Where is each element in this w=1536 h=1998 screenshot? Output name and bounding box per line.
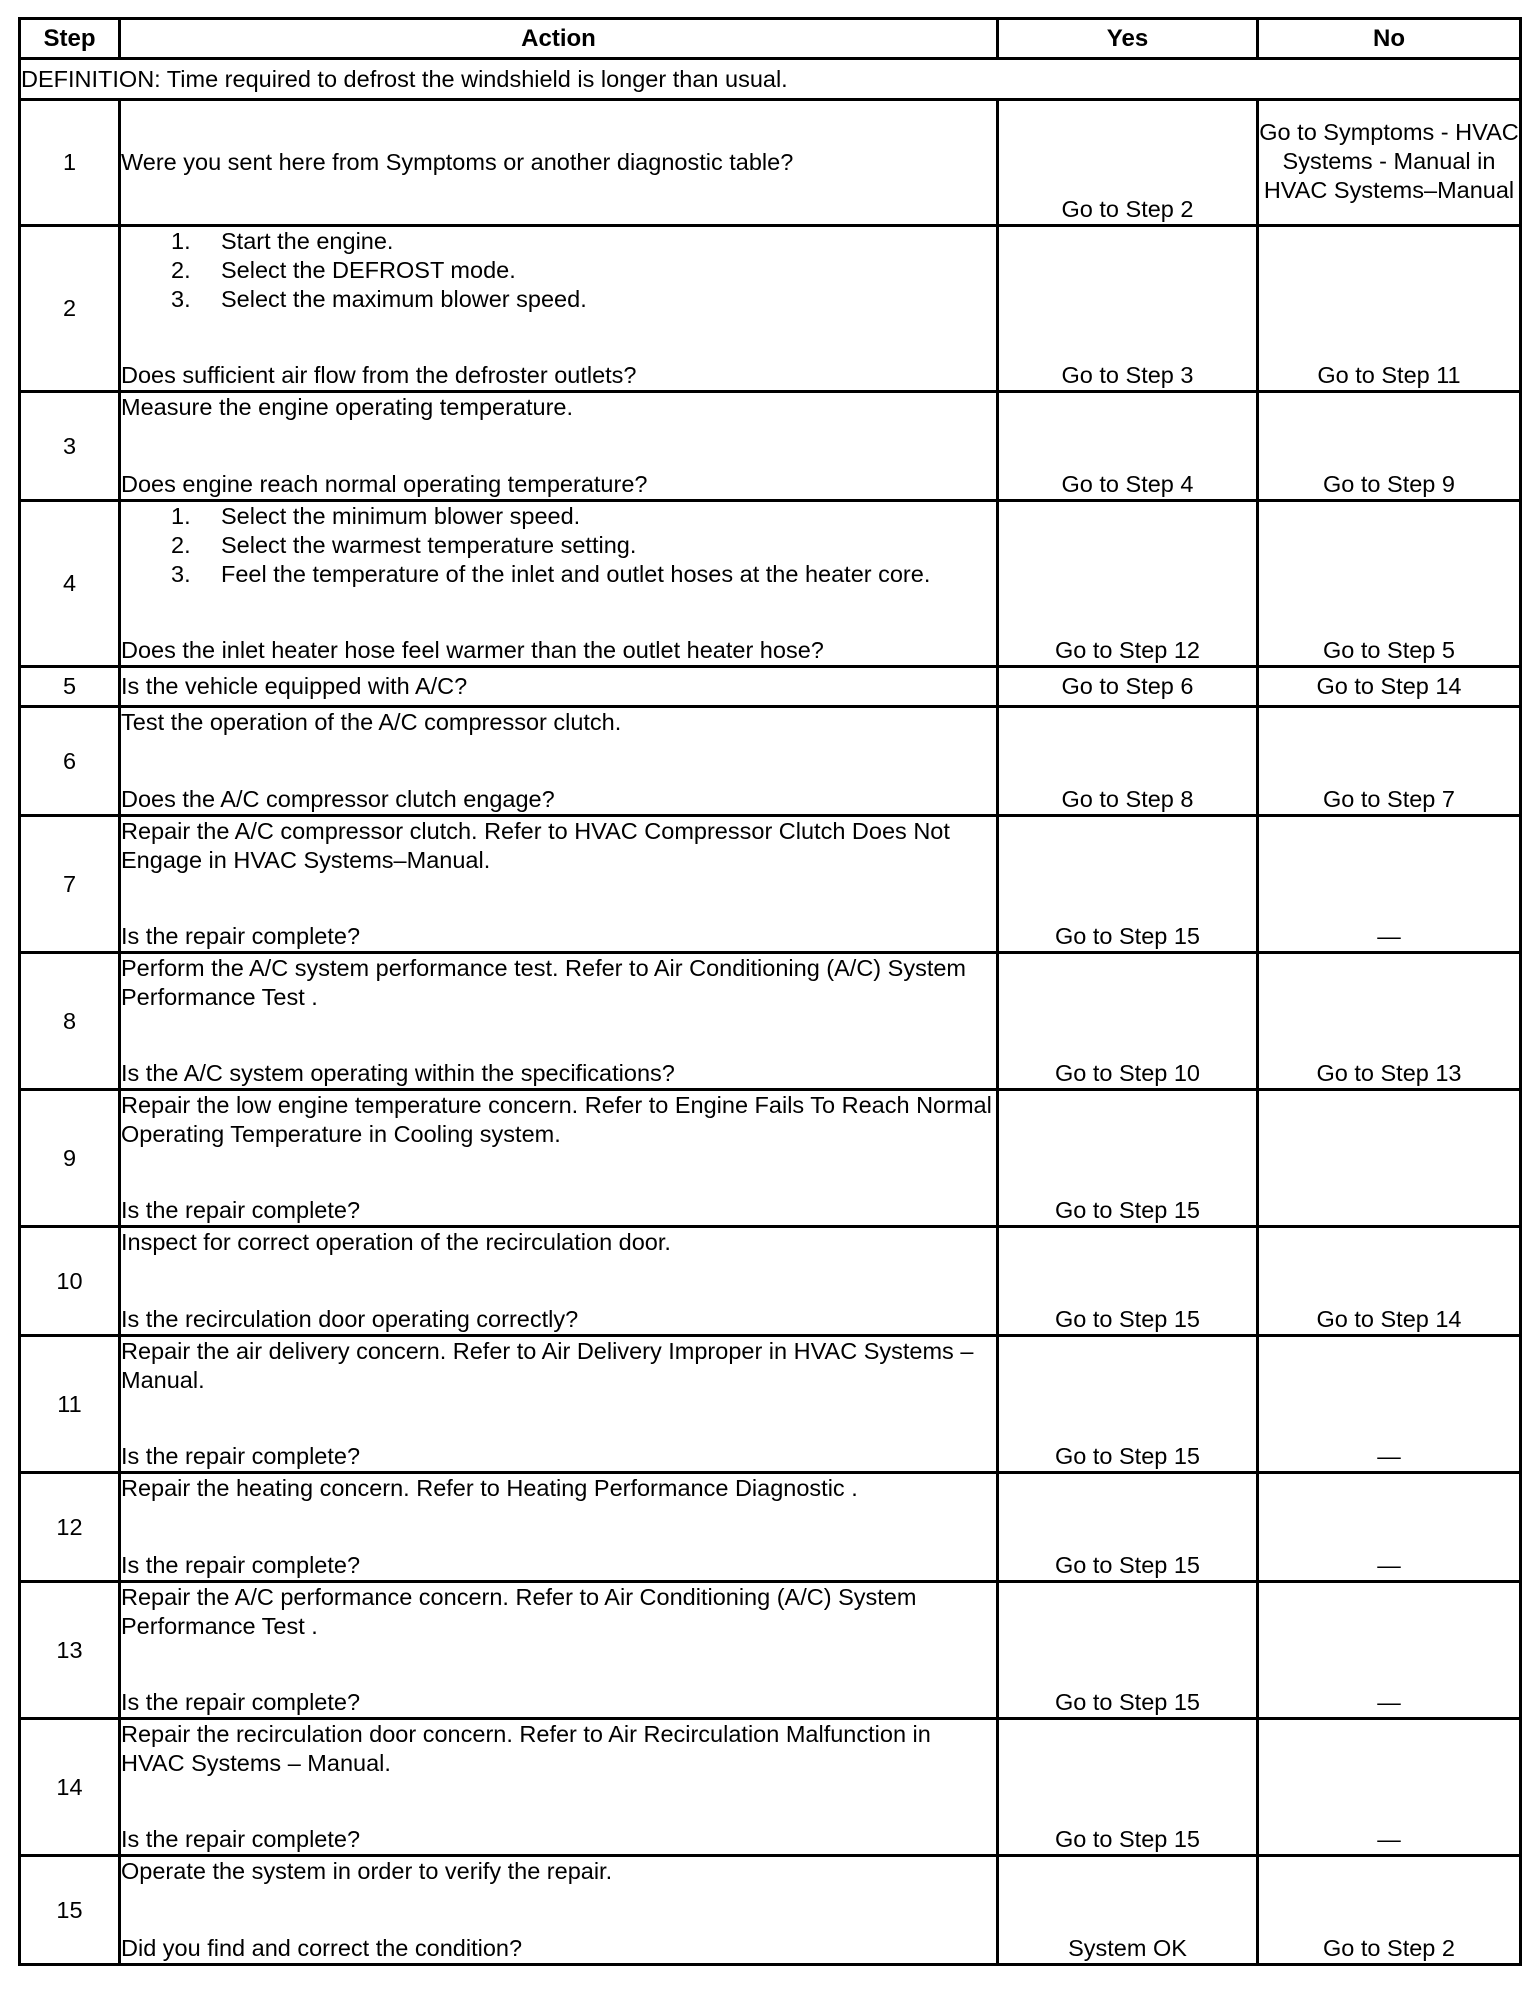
header-yes: Yes xyxy=(998,19,1258,59)
step-question: Is the repair complete? xyxy=(121,1689,361,1715)
definition-text: DEFINITION: Time required to defrost the windshield is longer than usual. xyxy=(20,59,1521,100)
step-number: 7 xyxy=(20,816,120,953)
step-question: Is the repair complete? xyxy=(121,1552,361,1578)
step-question: Is the repair complete? xyxy=(121,1826,361,1852)
step-instruction: Repair the A/C compressor clutch. Refer to HVAC Compressor Clutch Does Not Engage in HVAC Systems–Manual. xyxy=(121,818,950,873)
table-row xyxy=(20,707,1521,816)
step-number: 4 xyxy=(20,501,120,667)
step-number: 15 xyxy=(20,1856,120,1965)
yes-outcome: Go to Step 10 xyxy=(998,953,1258,1090)
step-action xyxy=(120,392,998,501)
step-question: Is the vehicle equipped with A/C? xyxy=(121,673,468,699)
table-row xyxy=(20,1227,1521,1336)
step-question: Were you sent here from Symptoms or another diagnostic table? xyxy=(121,149,794,175)
step-action xyxy=(120,667,998,707)
step-instruction: Test the operation of the A/C compressor clutch. xyxy=(121,709,622,735)
no-outcome: Go to Step 14 xyxy=(1258,667,1521,707)
step-question: Is the repair complete? xyxy=(121,1197,361,1223)
table-row xyxy=(20,1336,1521,1473)
list-item: 2. Select the warmest temperature setting. xyxy=(171,532,637,558)
step-substeps xyxy=(121,502,996,589)
step-question: Is the A/C system operating within the specifications? xyxy=(121,1060,675,1086)
list-item: 3. Select the maximum blower speed. xyxy=(171,286,587,312)
yes-outcome: Go to Step 15 xyxy=(998,1473,1258,1582)
yes-outcome: Go to Step 15 xyxy=(998,816,1258,953)
step-instruction: Inspect for correct operation of the recirculation door. xyxy=(121,1229,671,1255)
step-instruction: Perform the A/C system performance test. Refer to Air Conditioning (A/C) System Performance Test . xyxy=(121,955,967,1010)
list-item: 1. Start the engine. xyxy=(171,228,394,254)
step-number: 9 xyxy=(20,1090,120,1227)
yes-outcome: Go to Step 15 xyxy=(998,1719,1258,1856)
step-number: 10 xyxy=(20,1227,120,1336)
diagnostic-table-container xyxy=(18,17,1519,1966)
yes-outcome: Go to Step 12 xyxy=(998,501,1258,667)
table-row xyxy=(20,100,1521,226)
yes-outcome: Go to Step 15 xyxy=(998,1582,1258,1719)
step-question: Is the repair complete? xyxy=(121,923,361,949)
no-outcome: Go to Step 14 xyxy=(1258,1227,1521,1336)
no-outcome: Go to Step 13 xyxy=(1258,953,1521,1090)
step-action xyxy=(120,1582,998,1719)
diagnostic-table xyxy=(18,17,1522,1966)
step-number: 3 xyxy=(20,392,120,501)
yes-outcome: Go to Step 15 xyxy=(998,1336,1258,1473)
step-number: 5 xyxy=(20,667,120,707)
step-question: Does sufficient air flow from the defroster outlets? xyxy=(121,362,637,388)
list-item: 2. Select the DEFROST mode. xyxy=(171,257,516,283)
step-action xyxy=(120,953,998,1090)
step-number: 8 xyxy=(20,953,120,1090)
no-outcome: Go to Step 5 xyxy=(1258,501,1521,667)
step-question: Is the recirculation door operating correctly? xyxy=(121,1306,579,1332)
definition-row xyxy=(20,59,1521,100)
list-item: 3. Feel the temperature of the inlet and outlet hoses at the heater core. xyxy=(171,561,931,587)
yes-outcome: Go to Step 8 xyxy=(998,707,1258,816)
no-outcome: Go to Symptoms - HVAC Systems - Manual in HVAC Systems–Manual xyxy=(1258,100,1521,226)
table-row xyxy=(20,501,1521,667)
table-row xyxy=(20,226,1521,392)
no-outcome: Go to Step 11 xyxy=(1258,226,1521,392)
table-row xyxy=(20,1582,1521,1719)
table-row xyxy=(20,392,1521,501)
yes-outcome: Go to Step 15 xyxy=(998,1227,1258,1336)
step-question: Does the A/C compressor clutch engage? xyxy=(121,786,555,812)
table-row xyxy=(20,1856,1521,1965)
step-question: Did you find and correct the condition? xyxy=(121,1935,523,1961)
step-number: 13 xyxy=(20,1582,120,1719)
step-action xyxy=(120,226,998,392)
step-action xyxy=(120,707,998,816)
step-question: Is the repair complete? xyxy=(121,1443,361,1469)
yes-outcome: Go to Step 3 xyxy=(998,226,1258,392)
table-row xyxy=(20,816,1521,953)
table-row xyxy=(20,1473,1521,1582)
table-row xyxy=(20,667,1521,707)
table-row xyxy=(20,953,1521,1090)
no-outcome: — xyxy=(1258,1473,1521,1582)
step-instruction: Operate the system in order to verify the repair. xyxy=(121,1858,613,1884)
header-no: No xyxy=(1258,19,1521,59)
step-action xyxy=(120,1473,998,1582)
step-action xyxy=(120,816,998,953)
no-outcome xyxy=(1258,1090,1521,1227)
step-question: Does engine reach normal operating temperature? xyxy=(121,471,648,497)
no-outcome: — xyxy=(1258,816,1521,953)
step-number: 2 xyxy=(20,226,120,392)
table-row xyxy=(20,1719,1521,1856)
step-number: 1 xyxy=(20,100,120,226)
no-outcome: — xyxy=(1258,1336,1521,1473)
step-instruction: Repair the A/C performance concern. Refer to Air Conditioning (A/C) System Performance Test . xyxy=(121,1584,917,1639)
step-action xyxy=(120,1719,998,1856)
step-instruction: Repair the recirculation door concern. Refer to Air Recirculation Malfunction in HVAC Systems – Manual. xyxy=(121,1721,931,1776)
step-action xyxy=(120,1336,998,1473)
yes-outcome: Go to Step 15 xyxy=(998,1090,1258,1227)
step-action xyxy=(120,100,998,226)
no-outcome: — xyxy=(1258,1719,1521,1856)
no-outcome: Go to Step 9 xyxy=(1258,392,1521,501)
yes-outcome: Go to Step 2 xyxy=(998,100,1258,226)
step-instruction: Repair the heating concern. Refer to Heating Performance Diagnostic . xyxy=(121,1475,858,1501)
step-number: 12 xyxy=(20,1473,120,1582)
list-item: 1. Select the minimum blower speed. xyxy=(171,503,581,529)
step-number: 14 xyxy=(20,1719,120,1856)
step-instruction: Repair the air delivery concern. Refer to Air Delivery Improper in HVAC Systems – Manual. xyxy=(121,1338,974,1393)
no-outcome: — xyxy=(1258,1582,1521,1719)
table-row xyxy=(20,1090,1521,1227)
header-row xyxy=(20,19,1521,59)
no-outcome: Go to Step 7 xyxy=(1258,707,1521,816)
yes-outcome: System OK xyxy=(998,1856,1258,1965)
step-number: 6 xyxy=(20,707,120,816)
step-action xyxy=(120,1856,998,1965)
step-action xyxy=(120,1090,998,1227)
step-instruction: Repair the low engine temperature concern. Refer to Engine Fails To Reach Normal Operating Temperature in Cooling system. xyxy=(121,1092,992,1147)
step-number: 11 xyxy=(20,1336,120,1473)
header-action: Action xyxy=(120,19,998,59)
no-outcome: Go to Step 2 xyxy=(1258,1856,1521,1965)
yes-outcome: Go to Step 6 xyxy=(998,667,1258,707)
step-substeps xyxy=(121,227,996,314)
step-action xyxy=(120,1227,998,1336)
step-instruction: Measure the engine operating temperature. xyxy=(121,394,574,420)
header-step: Step xyxy=(20,19,120,59)
step-question: Does the inlet heater hose feel warmer than the outlet heater hose? xyxy=(121,637,824,663)
yes-outcome: Go to Step 4 xyxy=(998,392,1258,501)
step-action xyxy=(120,501,998,667)
